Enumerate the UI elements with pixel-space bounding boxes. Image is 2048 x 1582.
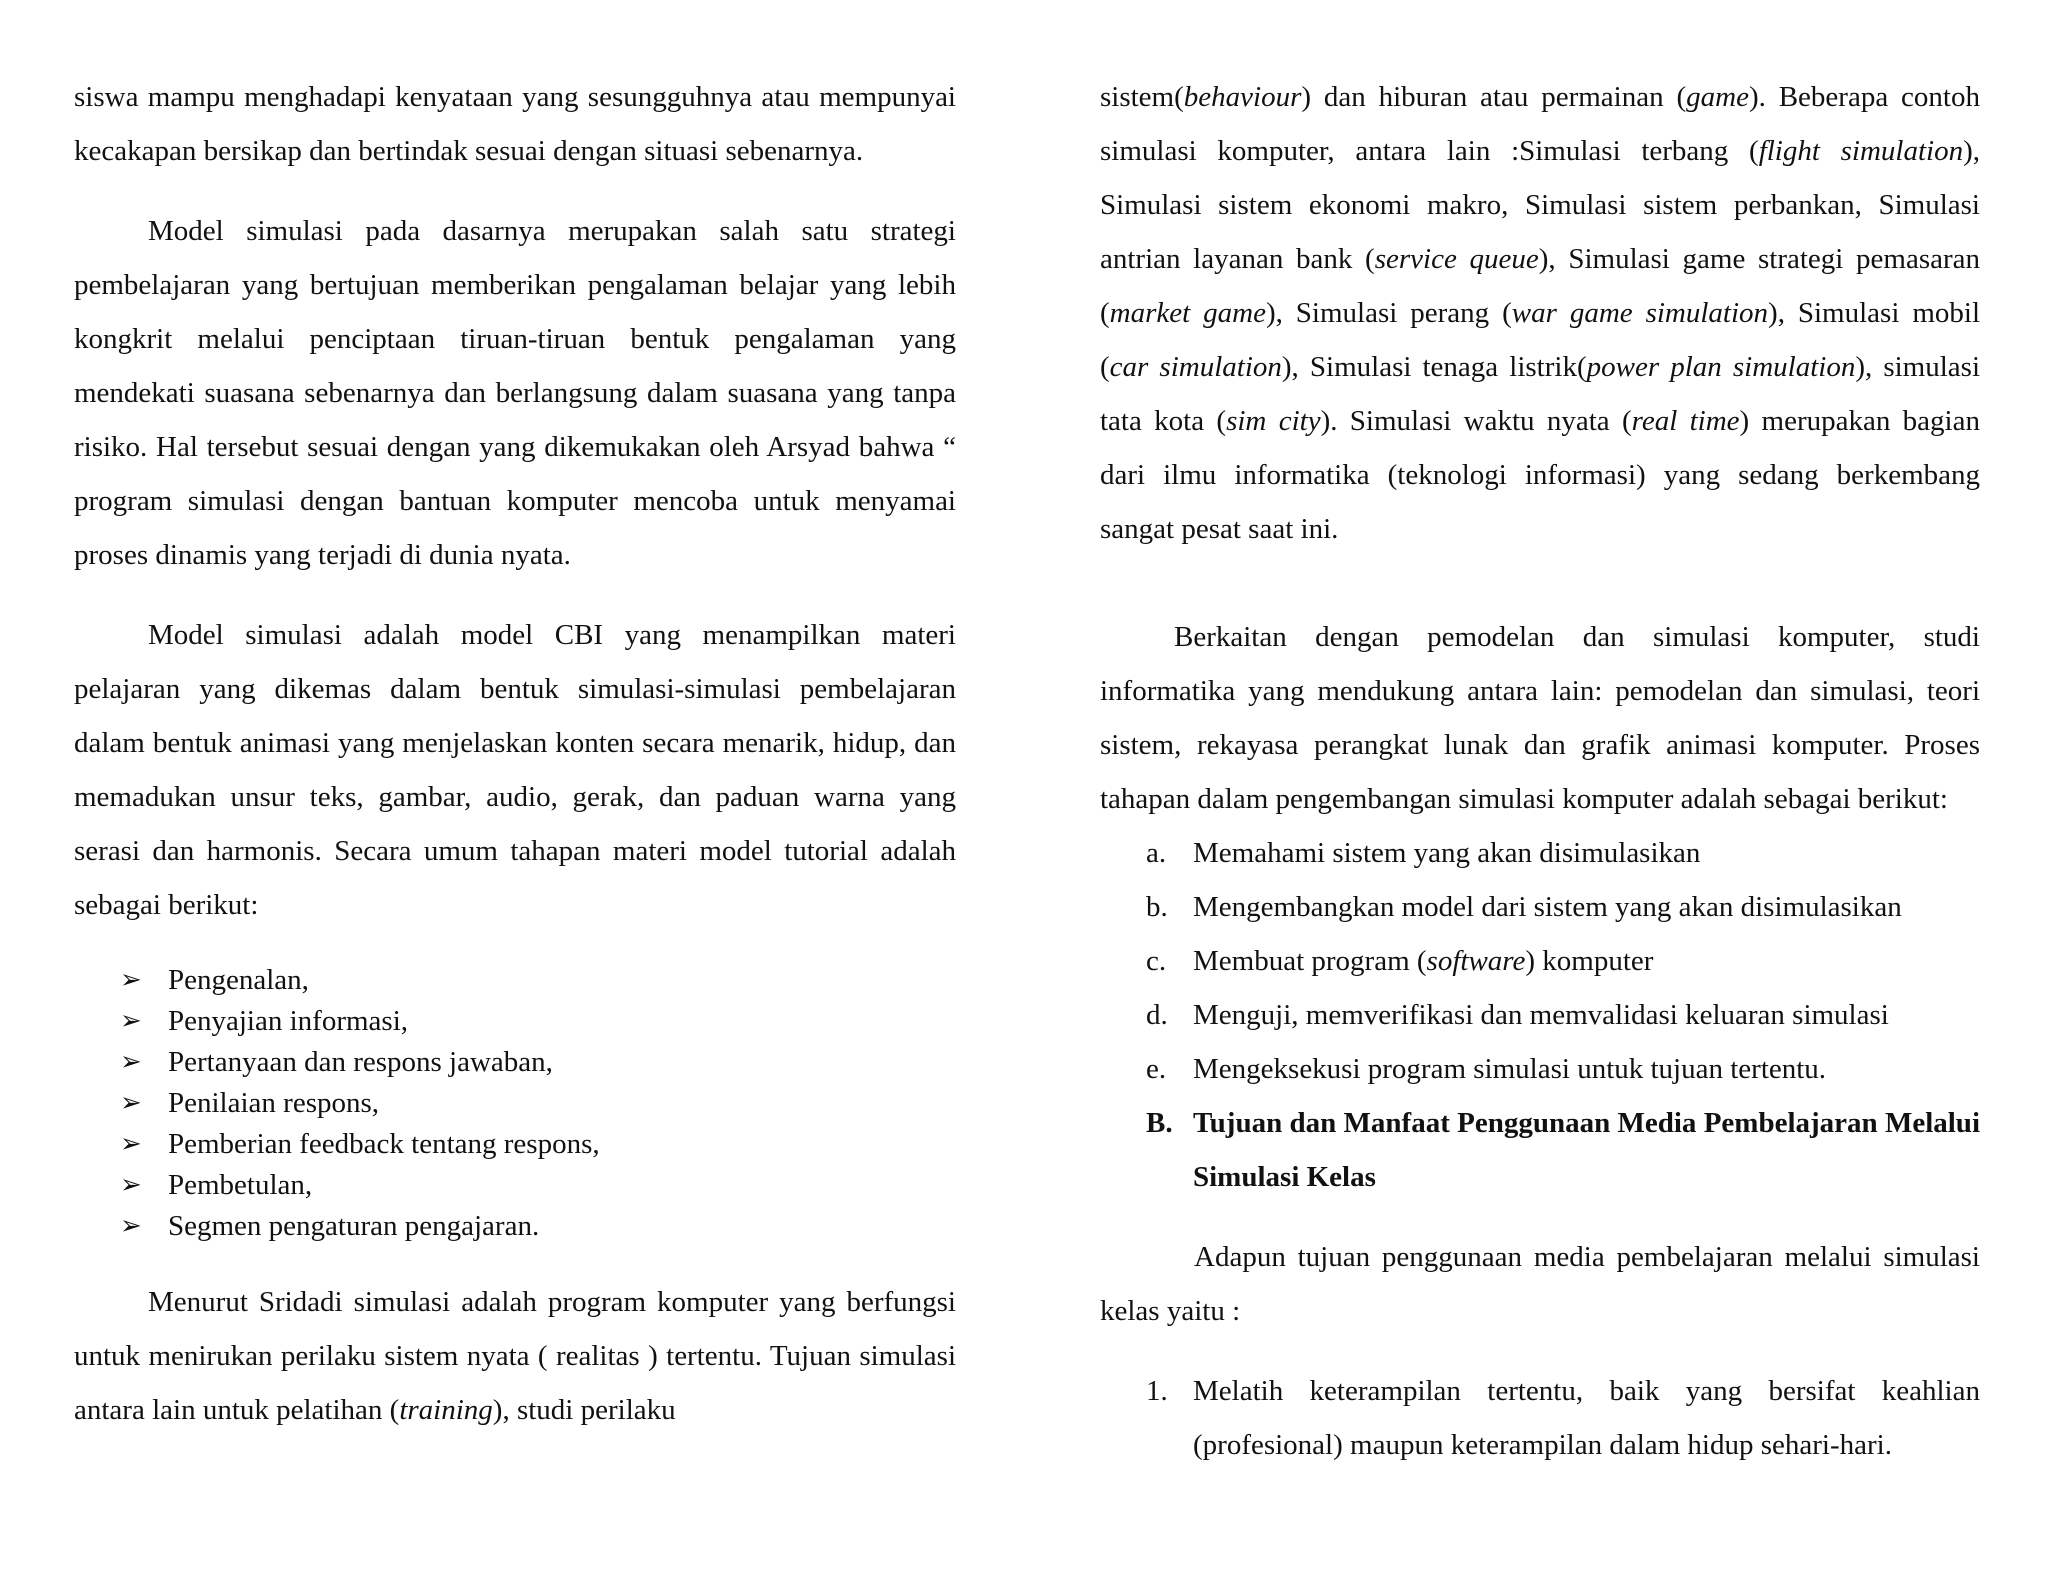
right-paragraph-2: Berkaitan dengan pemodelan dan simulasi komputer, studi informatika yang mendukung antara lain: pemodelan dan simulasi, teori sistem, rekayasa perangkat lunak dan grafik animasi komputer. Proses tahapan dalam pengembangan simulasi komputer adalah sebagai berikut: (1100, 621, 1980, 815)
section-heading: B. Tujuan dan Manfaat Penggunaan Media Pembelajaran Melalui Simulasi Kelas (1146, 1107, 1980, 1193)
left-paragraph-3: Model simulasi adalah model CBI yang menampilkan materi pelajaran yang dikemas dalam bentuk simulasi-simulasi pembelajaran dalam bentuk animasi yang menjelaskan konten secara menarik, hidup, dan memadukan unsur teks, gambar, audio, gerak, dan paduan warna yang serasi dan harmonis. Secara umum tahapan materi model tutorial adalah sebagai berikut: (74, 619, 956, 921)
list-item: ➢ Penyajian informasi, (120, 1001, 956, 1042)
list-item: ➢ Pertanyaan dan respons jawaban, (120, 1042, 956, 1083)
list-item: d. Menguji, memverifikasi dan memvalidasi keluaran simulasi (1146, 999, 1889, 1031)
list-item: 1. Melatih keterampilan tertentu, baik yang bersifat keahlian (profesional) maupun keterampilan dalam hidup sehari-hari. (1146, 1375, 1980, 1461)
list-item: e. Mengeksekusi program simulasi untuk tujuan tertentu. (1146, 1053, 1827, 1085)
arrow-bullet-icon: ➢ (120, 965, 142, 995)
arrow-bullet-icon: ➢ (120, 1006, 142, 1036)
left-paragraph-2: Model simulasi pada dasarnya merupakan salah satu strategi pembelajaran yang bertujuan memberikan pengalaman belajar yang lebih kongkrit melalui penciptaan tiruan-tiruan bentuk pengalaman yang mendekati suasana sebenarnya dan berlangsung dalam suasana yang tanpa risiko. Hal tersebut sesuai dengan yang dikemukakan oleh Arsyad bahwa “ program simulasi dengan bantuan komputer mencoba untuk menyamai proses dinamis yang terjadi di dunia nyata. (74, 215, 956, 571)
right-column (1100, 70, 1980, 1472)
list-item: b. Mengembangkan model dari sistem yang akan disimulasikan (1146, 891, 1902, 923)
list-item: a. Memahami sistem yang akan disimulasikan (1146, 837, 1701, 869)
tutorial-stage-list (74, 960, 956, 1247)
left-paragraph-4: Menurut Sridadi simulasi adalah program komputer yang berfungsi untuk menirukan perilaku sistem nyata ( realitas ) tertentu. Tujuan simulasi antara lain untuk pelatihan (training), studi perilaku (74, 1286, 956, 1426)
left-paragraph-1: siswa mampu menghadapi kenyataan yang sesungguhnya atau mempunyai kecakapan bersikap dan bertindak sesuai dengan situasi sebenarnya. (74, 81, 956, 167)
right-paragraph-3: Adapun tujuan penggunaan media pembelajaran melalui simulasi kelas yaitu : (1100, 1241, 1980, 1327)
arrow-bullet-icon: ➢ (120, 1211, 142, 1241)
list-item: ➢ Segmen pengaturan pengajaran. (120, 1206, 956, 1247)
arrow-bullet-icon: ➢ (120, 1129, 142, 1159)
right-paragraph-1: sistem(behaviour) dan hiburan atau permainan (game). Beberapa contoh simulasi komputer, antara lain :Simulasi terbang (flight simulation), Simulasi sistem ekonomi makro, Simulasi sistem perbankan, Simulasi antrian layanan bank (service queue), Simulasi game strategi pemasaran (market game), Simulasi perang (war game simulation), Simulasi mobil (car simulation), Simulasi tenaga listrik(power plan simulation), simulasi tata kota (sim city). Simulasi waktu nyata (real time) merupakan bagian dari ilmu informatika (teknologi informasi) yang sedang berkembang sangat pesat saat ini. (1100, 81, 1981, 545)
arrow-bullet-icon: ➢ (120, 1170, 142, 1200)
list-item: ➢ Pengenalan, (120, 960, 956, 1001)
list-item: ➢ Pemberian feedback tentang respons, (120, 1124, 956, 1165)
purpose-list (1100, 1364, 1980, 1472)
left-column (74, 70, 956, 1437)
list-item: ➢ Pembetulan, (120, 1165, 956, 1206)
list-item: c. Membuat program (software) komputer (1146, 945, 1654, 977)
list-item: ➢ Penilaian respons, (120, 1083, 956, 1124)
arrow-bullet-icon: ➢ (120, 1088, 142, 1118)
arrow-bullet-icon: ➢ (120, 1047, 142, 1077)
simulation-steps-list (1100, 826, 1980, 1096)
